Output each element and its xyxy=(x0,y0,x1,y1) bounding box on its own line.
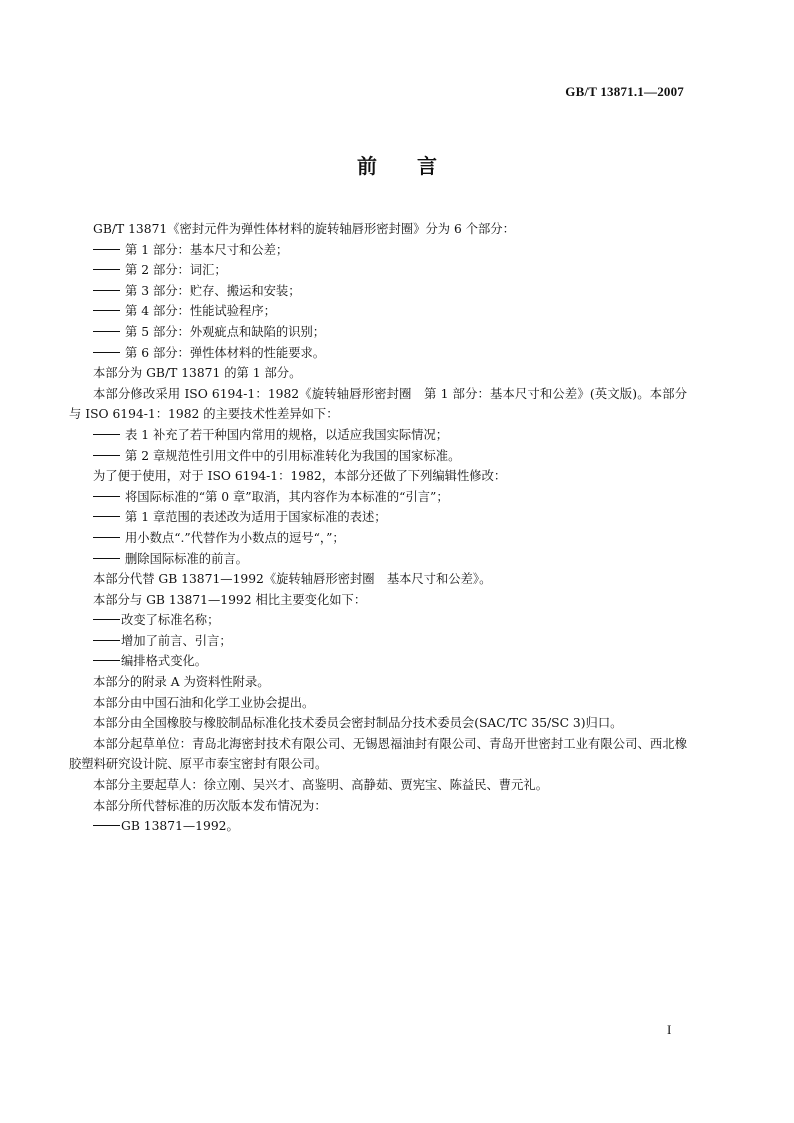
list-item xyxy=(69,631,687,652)
dash-mark xyxy=(93,537,120,538)
list-item xyxy=(69,651,687,672)
list-item xyxy=(69,549,687,570)
history-intro-paragraph: 本部分所代替标准的历次版本发布情况为： xyxy=(93,798,327,813)
list-item xyxy=(69,446,687,467)
list-item xyxy=(69,816,687,837)
dash-mark xyxy=(93,660,120,661)
editorial-intro-paragraph: 为了便于使用，对于 ISO 6194-1：1982，本部分还做了下列编辑性修改： xyxy=(93,469,507,484)
list-item xyxy=(69,240,687,261)
diff-item-text: 第 2 章规范性引用文件中的引用标准转化为我国的国家标准。 xyxy=(125,448,461,463)
list-item xyxy=(69,487,687,508)
list-item xyxy=(69,260,687,281)
page-number: I xyxy=(667,1022,672,1037)
part-item-text: 第 5 部分：外观疵点和缺陷的识别； xyxy=(125,324,326,339)
change-item-text: 增加了前言、引言； xyxy=(121,633,232,648)
change-item-text: 编排格式变化。 xyxy=(121,654,208,669)
dash-mark xyxy=(93,269,120,270)
centralized-by-paragraph: 本部分由全国橡胶与橡胶制品标准化技术委员会密封制品分技术委员会(SAC/TC 35/SC 3)归口。 xyxy=(93,716,623,731)
diff-item-text: 表 1 补充了若干种国内常用的规格，以适应我国实际情况； xyxy=(125,427,449,442)
change-item-text: 改变了标准名称； xyxy=(121,613,220,628)
dash-mark xyxy=(93,516,120,517)
dash-mark xyxy=(93,310,120,311)
dash-mark xyxy=(93,619,120,620)
dash-mark xyxy=(93,290,120,291)
standard-code: GB/T 13871.1—2007 xyxy=(565,84,684,99)
dash-mark xyxy=(93,455,120,456)
dash-mark xyxy=(93,496,120,497)
editorial-item-text: 将国际标准的“第 0 章”取消，其内容作为本标准的“引言”； xyxy=(125,489,449,504)
adoption-paragraph: 本部分修改采用 ISO 6194-1：1982《旋转轴唇形密封圈 第 1 部分：基本尺寸和公差》(英文版)。本部分与 ISO 6194-1：1982 的主要技术性差异如下： xyxy=(69,386,687,422)
dash-mark xyxy=(93,331,120,332)
title-char-2: 言 xyxy=(417,154,437,178)
part-item-text: 第 1 部分：基本尺寸和公差； xyxy=(125,242,289,257)
part-item-text: 第 2 部分：词汇； xyxy=(125,263,227,278)
proposed-by-paragraph: 本部分由中国石油和化学工业协会提出。 xyxy=(93,695,315,710)
list-item xyxy=(69,507,687,528)
dash-mark xyxy=(93,640,120,641)
annex-paragraph: 本部分的附录 A 为资料性附录。 xyxy=(93,675,270,690)
dash-mark xyxy=(93,434,120,435)
page-title xyxy=(0,150,794,179)
changes-intro-paragraph: 本部分与 GB 13871—1992 相比主要变化如下： xyxy=(93,592,367,607)
dash-mark xyxy=(93,558,120,559)
dash-mark xyxy=(93,249,120,250)
dash-mark xyxy=(93,352,120,353)
part-item-text: 第 3 部分：贮存、搬运和安装； xyxy=(125,283,301,298)
list-item xyxy=(69,343,687,364)
editorial-item-text: 第 1 章范围的表述改为适用于国家标准的表述； xyxy=(125,510,387,525)
drafters-paragraph: 本部分主要起草人：徐立刚、吴兴才、高鉴明、高静茹、贾宪宝、陈益民、曹元礼。 xyxy=(93,778,548,793)
editorial-item-text: 删除国际标准的前言。 xyxy=(125,551,248,566)
replaces-paragraph: 本部分代替 GB 13871—1992《旋转轴唇形密封圈 基本尺寸和公差》。 xyxy=(93,572,492,587)
title-char-1: 前 xyxy=(357,154,377,178)
dash-mark xyxy=(93,825,120,826)
foreword-body xyxy=(69,219,687,837)
list-item xyxy=(69,281,687,302)
part-item-text: 第 6 部分：弹性体材料的性能要求。 xyxy=(125,345,326,360)
list-item xyxy=(69,528,687,549)
list-item xyxy=(69,425,687,446)
list-item xyxy=(69,301,687,322)
part-item-text: 第 4 部分：性能试验程序； xyxy=(125,304,276,319)
list-item xyxy=(69,322,687,343)
history-item-text: GB 13871—1992。 xyxy=(121,819,239,834)
intro-paragraph: GB/T 13871《密封元件为弹性体材料的旋转轴唇形密封圈》分为 6 个部分： xyxy=(93,222,515,236)
drafting-units-paragraph: 本部分起草单位：青岛北海密封技术有限公司、无锡恩福油封有限公司、青岛开世密封工业有限公司、西北橡胶塑料研究设计院、原平市泰宝密封有限公司。 xyxy=(69,736,687,772)
this-part-paragraph: 本部分为 GB/T 13871 的第 1 部分。 xyxy=(93,366,302,381)
list-item xyxy=(69,610,687,631)
editorial-item-text: 用小数点“.”代替作为小数点的逗号“，”； xyxy=(125,530,345,545)
